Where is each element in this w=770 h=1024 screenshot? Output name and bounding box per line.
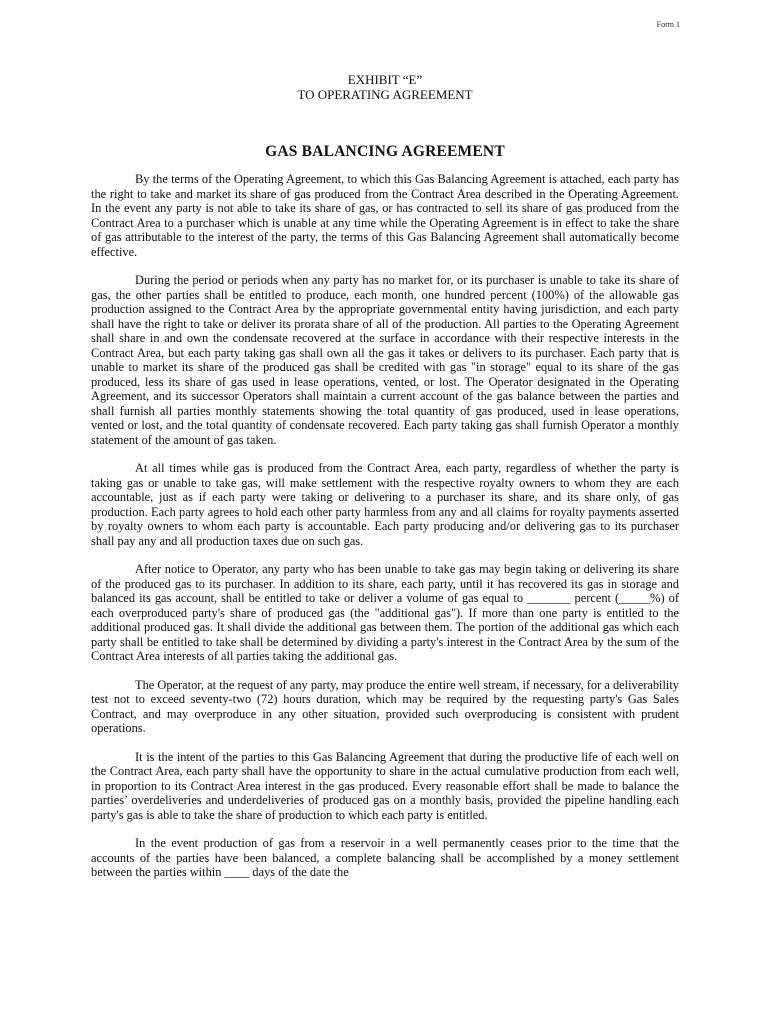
paragraph: It is the intent of the parties to this Gas Balancing Agreement that during the productive life of each well on the Contract Area, each party shall have the opportunity to share in the actual cumulative production from each well, in proportion to its Contract Area interest in the gas produced. Every reasonable effort shall be made to balance the parties’ overdeliveries and underdeliveries of produced gas on a monthly basis, provided the pipeline handling each party's gas is able to take the share of production to which each party is entitled. xyxy=(91,749,679,822)
document-body xyxy=(91,172,679,894)
paragraph: In the event production of gas from a reservoir in a well permanently ceases prior to the time that the accounts of the parties have been balanced, a complete balancing shall be accomplished by a money settlement between the parties within ____ days of the date the xyxy=(91,836,679,879)
paragraph: During the period or periods when any party has no market for, or its purchaser is unable to take its share of gas, the other parties shall be entitled to produce, each month, one hundred percent (100%) of the allowable gas production assigned to the Contract Area by the appropriate governmental entity having jurisdiction, and each party shall have the right to take or deliver its prorata share of all of the production. All parties to the Operating Agreement shall share in and own the condensate recovered at the surface in accordance with their respective interests in the Contract Area, but each party taking gas shall own all the gas it takes or delivers to its purchaser. Each party that is unable to market its share of the produced gas shall be credited with gas "in storage" equal to its share of the gas produced, less its share of gas used in lease operations, vented, or lost. The Operator designated in the Operating Agreement, and its successor Operators shall maintain a current account of the gas balance between the parties and shall furnish all parties monthly statements showing the total quantity of gas produced, used in lease operations, vented or lost, and the total quantity of condensate recovered. Each party taking gas shall furnish Operator a monthly statement of the amount of gas taken. xyxy=(91,273,679,447)
paragraph: After notice to Operator, any party who has been unable to take gas may begin taking or delivering its share of the produced gas to its purchaser. In addition to its share, each party, until it has recovered its gas in storage and balanced its gas account, shall be entitled to take or deliver a volume of gas equal to _______ percent (_____%) of each overproduced party's share of produced gas (the "additional gas"). If more than one party is entitled to the additional produced gas. It shall divide the additional gas between them. The portion of the additional gas which each party shall be entitled to take shall be determined by dividing a party's interest in the Contract Area by the sum of the Contract Area interests of all parties taking the additional gas. xyxy=(91,562,679,663)
paragraph: At all times while gas is produced from the Contract Area, each party, regardless of whether the party is taking gas or unable to take gas, will make settlement with the respective royalty owners to whom they are each accountable, just as if each party were taking or delivering to a purchaser its share, and its share only, of gas production. Each party agrees to hold each other party harmless from any and all claims for royalty payments asserted by royalty owners to whom each party is accountable. Each party producing and/or delivering gas to its purchaser shall pay any and all production taxes due on such gas. xyxy=(91,461,679,548)
paragraph: By the terms of the Operating Agreement, to which this Gas Balancing Agreement is attached, each party has the right to take and market its share of gas produced from the Contract Area described in the Operating Agreement. In the event any party is not able to take its share of gas, or has contracted to sell its share of gas produced from the Contract Area to a purchaser which is unable at any time while the Operating Agreement is in effect to take the share of gas attributable to the interest of the party, the terms of this Gas Balancing Agreement shall automatically become effective. xyxy=(91,172,679,259)
form-label: Form 1 xyxy=(656,20,680,29)
paragraph: The Operator, at the request of any party, may produce the entire well stream, if necessary, for a deliverability test not to exceed seventy-two (72) hours duration, which may be required by the requesting party's Gas Sales Contract, and may overproduce in any other situation, provided such overproducing is consistent with prudent operations. xyxy=(91,677,679,735)
exhibit-subheading: TO OPERATING AGREEMENT xyxy=(297,87,473,102)
document-title: GAS BALANCING AGREEMENT xyxy=(265,143,505,160)
exhibit-heading: EXHIBIT “E” xyxy=(347,72,423,87)
